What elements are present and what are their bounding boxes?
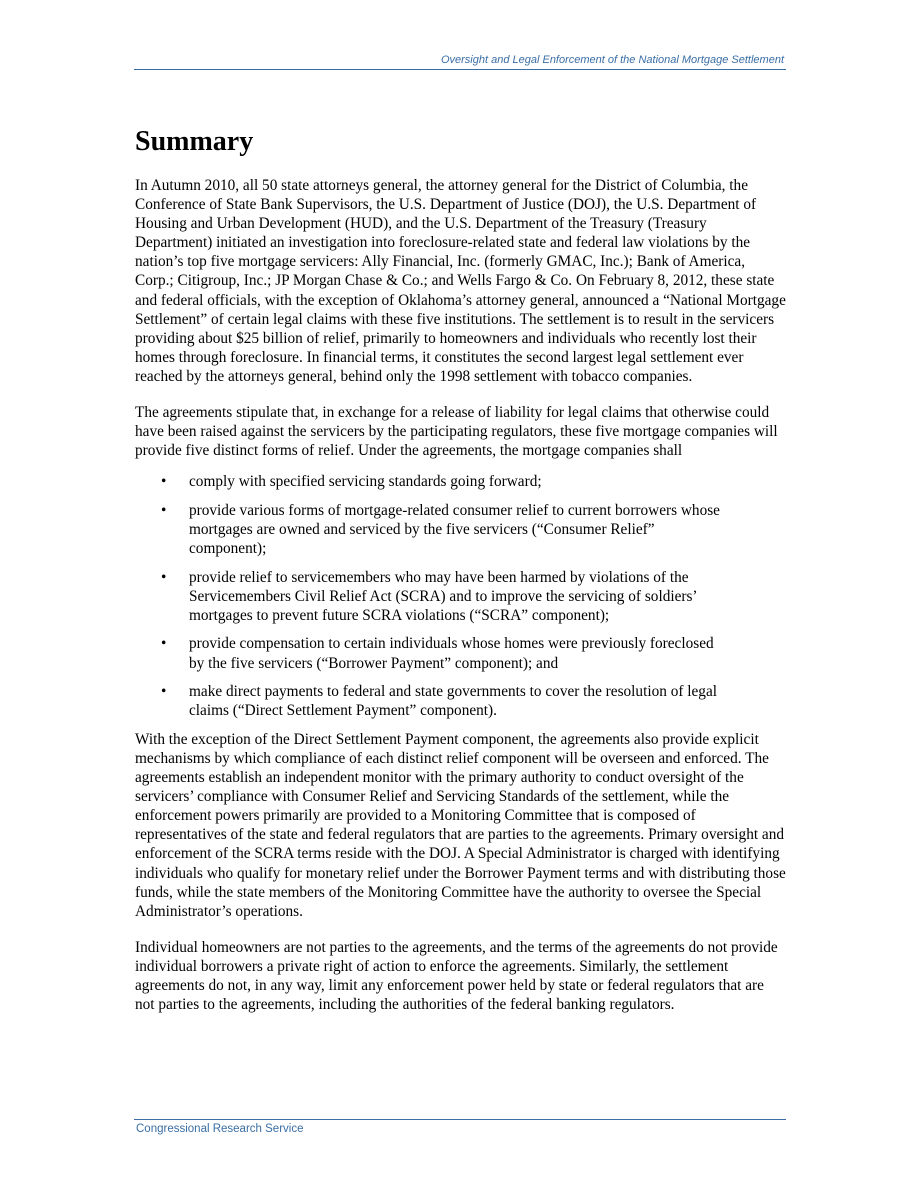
- running-header-title: Oversight and Legal Enforcement of the National Mortgage Settlement: [440, 54, 784, 66]
- footer-publisher: Congressional Research Service: [136, 1123, 304, 1135]
- relief-components-list: [135, 472, 787, 720]
- bullet-icon: •: [161, 683, 167, 701]
- section-title: Summary: [135, 126, 254, 157]
- list-item: [135, 634, 787, 672]
- paragraph-oversight: With the exception of the Direct Settlement Payment component, the agreements also provide explicit mechanisms by which compliance of each distinct relief component will be overseen and enforced. The agreements establish an independent monitor with the primary authority to conduct oversight of the servicers’ compliance with Consumer Relief and Servicing Standards of the settlement, while the enforcement powers primarily are provided to a Monitoring Committee that is composed of representatives of the state and federal regulators that are parties to the agreements. Primary oversight and enforcement of the SCRA terms reside with the DOJ. A Special Administrator is charged with identifying individuals who qualify for monetary relief under the Borrower Payment terms and with distributing those funds, while the state members of the Monitoring Committee have the authority to oversee the Special Administrator’s operations.: [135, 730, 786, 920]
- list-item: [135, 568, 787, 625]
- bullet-icon: •: [161, 501, 167, 519]
- paragraph-agreements: The agreements stipulate that, in exchange for a release of liability for legal claims that otherwise could have been raised against the servicers by the participating regulators, these five mortgage companies will provide five distinct forms of relief. Under the agreements, the mortgage companies shall: [135, 404, 778, 460]
- list-item-text: comply with specified servicing standards going forward;: [189, 473, 542, 491]
- paragraph-intro: In Autumn 2010, all 50 state attorneys general, the attorney general for the District of Columbia, the Conference of State Bank Supervisors, the U.S. Department of Justice (DOJ), the U.S. Department of Housing and Urban Development (HUD), and the U.S. Department of the Treasury (Treasury Department) initiated an investigation into foreclosure-related state and federal law violations by the nation’s top five mortgage servicers: Ally Financial, Inc. (formerly GMAC, Inc.); Bank of America, Corp.; Citigroup, Inc.; JP Morgan Chase & Co.; and Wells Fargo & Co. On February 8, 2012, these state and federal officials, with the exception of Oklahoma’s attorney general, announced a “National Mortgage Settlement” of certain legal claims with these five institutions. The settlement is to result in the servicers providing about $25 billion of relief, primarily to homeowners and individuals who recently lost their homes through foreclosure. In financial terms, it constitutes the second largest legal settlement ever reached by the attorneys general, behind only the 1998 settlement with tobacco companies.: [135, 177, 786, 385]
- running-header: [134, 52, 786, 70]
- bullet-icon: •: [161, 568, 167, 586]
- bullet-icon: •: [161, 635, 167, 653]
- paragraph-homeowners: Individual homeowners are not parties to the agreements, and the terms of the agreements do not provide individual borrowers a private right of action to enforce the agreements. Similarly, the settlement agreements do not, in any way, limit any enforcement power held by state or federal regulators that are not parties to the agreements, including the authorities of the federal banking regulators.: [135, 938, 778, 1014]
- main-content: [135, 124, 787, 1014]
- list-item: [135, 501, 787, 558]
- list-item: [135, 682, 787, 720]
- list-item: [135, 472, 787, 491]
- list-item-text: provide various forms of mortgage-related consumer relief to current borrowers whose mortgages are owned and serviced by the five servicers (“Consumer Relief” component);: [189, 501, 720, 558]
- page-footer: [134, 1119, 786, 1135]
- list-item-text: provide compensation to certain individuals whose homes were previously foreclosed by the five servicers (“Borrower Payment” component); and: [189, 635, 714, 672]
- list-item-text: provide relief to servicemembers who may have been harmed by violations of the Servicemembers Civil Relief Act (SCRA) and to improve the servicing of soldiers’ mortgages to prevent future SCRA violations (“SCRA” component);: [189, 568, 697, 624]
- bullet-icon: •: [161, 473, 167, 491]
- list-item-text: make direct payments to federal and state governments to cover the resolution of legal claims (“Direct Settlement Payment” component).: [189, 683, 717, 720]
